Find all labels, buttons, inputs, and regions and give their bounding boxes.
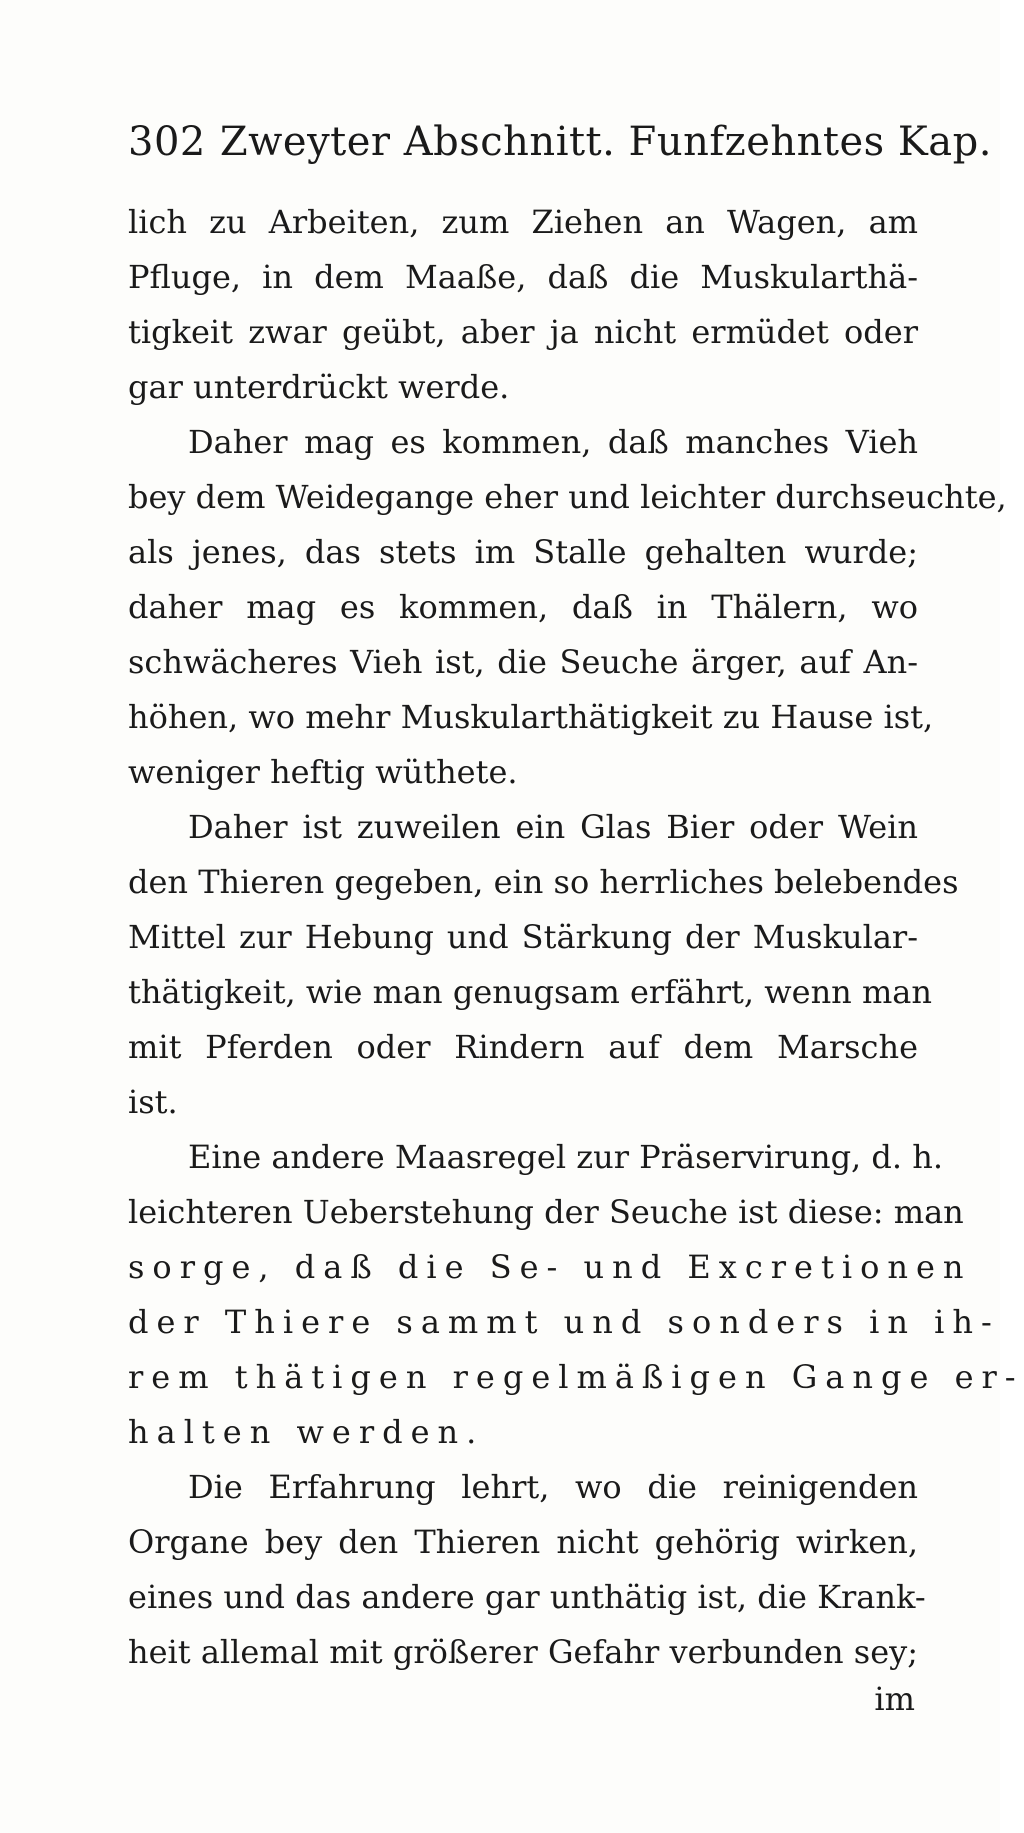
paragraph (128, 195, 918, 415)
text-line: heit allemal mit größerer Gefahr verbunden sey; (128, 1633, 918, 1671)
text-line: halten werden. (128, 1413, 485, 1451)
text-line: gar unterdrückt werde. (128, 368, 510, 406)
text-line: eines und das andere gar unthätig ist, die Krank- (128, 1578, 926, 1616)
body-text (128, 195, 1024, 1680)
text-line: mit Pferden oder Rindern auf dem Marsche (128, 1028, 918, 1066)
text-line: schwächeres Vieh ist, die Seuche ärger, auf An- (128, 643, 918, 681)
text-line: rem thätigen regelmäßigen Gange er- (128, 1358, 1024, 1396)
catchword: im (874, 1680, 915, 1718)
text-line: Eine andere Maasregel zur Präservirung, d. h. (188, 1138, 943, 1176)
paragraph (128, 1460, 926, 1680)
text-line: höhen, wo mehr Muskularthätigkeit zu Hause ist, (128, 698, 934, 736)
text-line: der Thiere sammt und sonders in ih- (128, 1303, 1000, 1341)
text-line: bey dem Weidegange eher und leichter durchseuchte, (128, 478, 1007, 516)
page-number: 302 (128, 119, 206, 165)
text-line: Daher mag es kommen, daß manches Vieh (188, 423, 918, 461)
text-line: weniger heftig wüthete. (128, 753, 518, 791)
text-line: Daher ist zuweilen ein Glas Bier oder Wein (188, 808, 918, 846)
paragraph (128, 415, 1007, 800)
text-line: Die Erfahrung lehrt, wo die reinigenden (188, 1468, 918, 1506)
running-title: Zweyter Abschnitt. Funfzehntes Kap. (219, 119, 992, 165)
text-line: den Thieren gegeben, ein so herrliches belebendes (128, 863, 959, 901)
text-line: Mittel zur Hebung und Stärkung der Muskular- (128, 918, 918, 956)
text-line: Organe bey den Thieren nicht gehörig wirken, (128, 1523, 918, 1561)
paragraph (128, 1130, 1024, 1460)
text-line: Pfluge, in dem Maaße, daß die Muskularthä- (128, 258, 918, 296)
paragraph (128, 800, 959, 1130)
text-line: lich zu Arbeiten, zum Ziehen an Wagen, am (128, 203, 918, 241)
text-line: ist. (128, 1083, 178, 1121)
text-line: sorge, daß die Se- und Excretionen (128, 1248, 972, 1286)
text-line: thätigkeit, wie man genugsam erfährt, wenn man (128, 973, 932, 1011)
text-line: als jenes, das stets im Stalle gehalten wurde; (128, 533, 918, 571)
text-line: tigkeit zwar geübt, aber ja nicht ermüdet oder (128, 313, 918, 351)
text-line: daher mag es kommen, daß in Thälern, wo (128, 588, 918, 626)
running-head (128, 112, 992, 172)
text-line: leichteren Ueberstehung der Seuche ist diese: man (128, 1193, 964, 1231)
